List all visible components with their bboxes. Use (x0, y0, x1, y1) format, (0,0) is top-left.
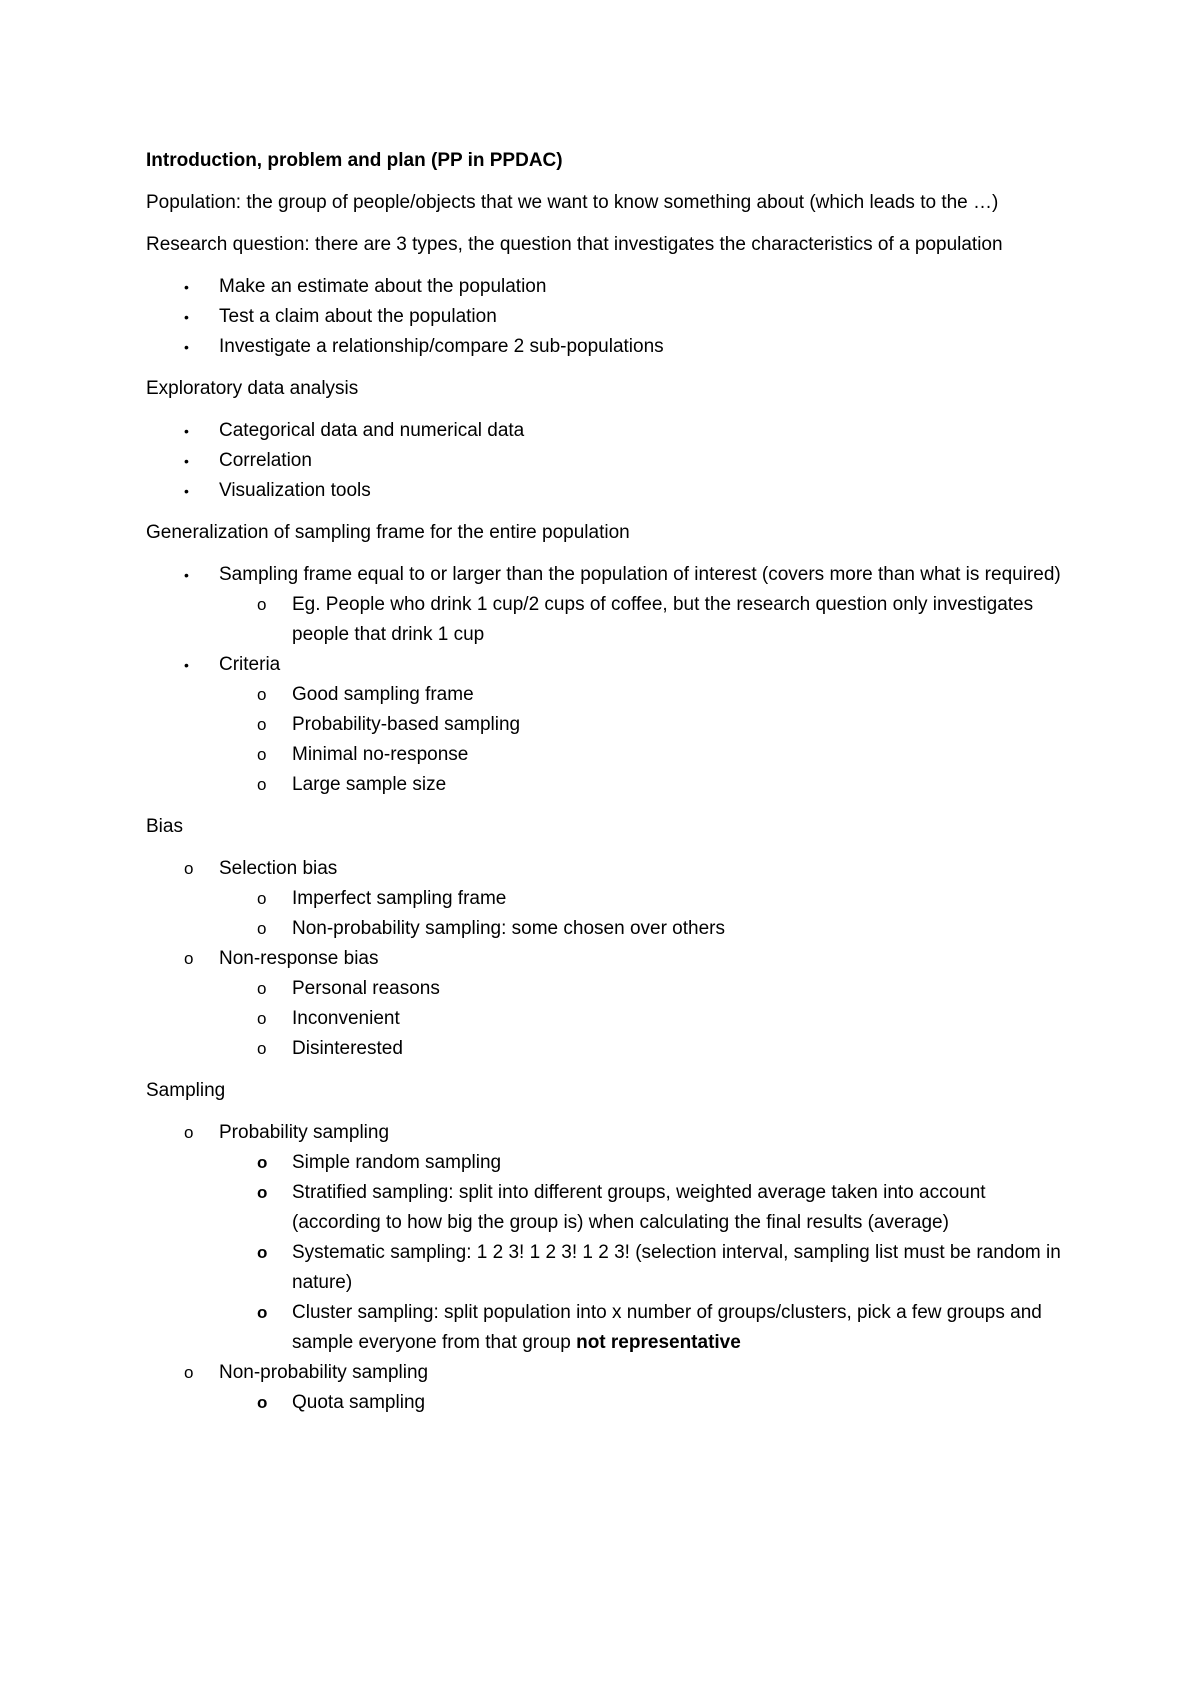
list-item-text: Test a claim about the population (219, 306, 497, 327)
circle-bullet-icon: o (184, 859, 194, 878)
list-item (146, 1358, 1066, 1388)
list-item (146, 1034, 1066, 1064)
bias-list (146, 854, 1066, 1064)
research-question-list (146, 272, 1066, 362)
list-item-text: Sampling frame equal to or larger than the population of interest (covers more than what is required) (219, 564, 1061, 585)
bullet-icon: • (184, 567, 189, 583)
list-item (146, 1148, 1066, 1178)
emphasis-text: not representative (576, 1332, 741, 1353)
list-item (146, 1178, 1066, 1238)
list-item-text: Personal reasons (292, 978, 440, 999)
list-item-text (292, 1302, 1042, 1353)
list-item (146, 710, 1066, 740)
bullet-icon: • (184, 423, 189, 439)
list-item (146, 770, 1066, 800)
population-paragraph: Population: the group of people/objects that we want to know something about (which leads to the …) (146, 192, 999, 213)
cluster-sampling-text: Cluster sampling: split population into x number of groups/clusters, pick a few groups and sample everyone from that group (292, 1302, 1042, 1353)
bullet-icon: • (184, 339, 189, 355)
list-item (146, 1118, 1066, 1148)
bullet-icon: • (184, 657, 189, 673)
list-item-text: Categorical data and numerical data (219, 420, 525, 441)
circle-bullet-icon: o (184, 949, 194, 968)
bullet-icon: • (184, 309, 189, 325)
list-item (146, 1298, 1066, 1358)
bullet-icon: • (184, 453, 189, 469)
bias-heading: Bias (146, 816, 183, 837)
list-item-text: Good sampling frame (292, 684, 474, 705)
list-item-text: Non-probability sampling (219, 1362, 429, 1383)
list-item (146, 1238, 1066, 1298)
list-item-text: Make an estimate about the population (219, 276, 547, 297)
bullet-icon: • (184, 279, 189, 295)
list-item-text: Simple random sampling (292, 1152, 502, 1173)
list-item-text: Inconvenient (292, 1008, 400, 1029)
circle-bullet-icon: o (257, 1009, 267, 1028)
circle-bullet-icon: o (257, 1183, 268, 1202)
list-item-text: Criteria (219, 654, 281, 675)
list-item (146, 974, 1066, 1004)
list-item (146, 884, 1066, 914)
list-item (146, 560, 1066, 590)
list-item-text: Systematic sampling: 1 2 3! 1 2 3! 1 2 3! (selection interval, sampling list must be random in nature) (292, 1242, 1061, 1293)
list-item (146, 1004, 1066, 1034)
list-item (146, 650, 1066, 680)
circle-bullet-icon: o (257, 715, 267, 734)
circle-bullet-icon: o (257, 1243, 268, 1262)
list-item-text: Non-probability sampling: some chosen over others (292, 918, 725, 939)
list-item (146, 446, 1066, 476)
circle-bullet-icon: o (257, 685, 267, 704)
generalization-list (146, 560, 1066, 800)
list-item-text: Non-response bias (219, 948, 379, 969)
list-item (146, 332, 1066, 362)
list-item (146, 272, 1066, 302)
list-item-text: Visualization tools (219, 480, 371, 501)
circle-bullet-icon: o (257, 595, 267, 614)
circle-bullet-icon: o (184, 1123, 194, 1142)
list-item-text: Probability-based sampling (292, 714, 521, 735)
list-item (146, 416, 1066, 446)
eda-list (146, 416, 1066, 506)
document-content (146, 146, 1066, 1430)
list-item-text: Large sample size (292, 774, 447, 795)
list-item-text: Disinterested (292, 1038, 403, 1059)
list-item (146, 302, 1066, 332)
circle-bullet-icon: o (257, 1153, 268, 1172)
list-item-text: Selection bias (219, 858, 338, 879)
circle-bullet-icon: o (257, 775, 267, 794)
list-item (146, 476, 1066, 506)
circle-bullet-icon: o (257, 1303, 268, 1322)
section-title: Introduction, problem and plan (PP in PPDAC) (146, 150, 563, 171)
list-item-text: Eg. People who drink 1 cup/2 cups of coffee, but the research question only investigates people that drink 1 cup (292, 594, 1034, 645)
bullet-icon: • (184, 483, 189, 499)
list-item (146, 1388, 1066, 1418)
list-item-text: Investigate a relationship/compare 2 sub-populations (219, 336, 664, 357)
circle-bullet-icon: o (184, 1363, 194, 1382)
list-item-text: Stratified sampling: split into different groups, weighted average taken into account (according to how big the group is) when calculating the final results (average) (292, 1182, 986, 1233)
sampling-heading: Sampling (146, 1080, 226, 1101)
list-item-text: Correlation (219, 450, 312, 471)
eda-heading: Exploratory data analysis (146, 378, 359, 399)
list-item-text: Quota sampling (292, 1392, 426, 1413)
sampling-list (146, 1118, 1066, 1418)
list-item (146, 590, 1066, 650)
list-item (146, 854, 1066, 884)
list-item-text: Minimal no-response (292, 744, 469, 765)
list-item (146, 740, 1066, 770)
circle-bullet-icon: o (257, 1039, 267, 1058)
list-item (146, 914, 1066, 944)
list-item-text: Imperfect sampling frame (292, 888, 507, 909)
list-item (146, 680, 1066, 710)
list-item (146, 944, 1066, 974)
circle-bullet-icon: o (257, 919, 267, 938)
circle-bullet-icon: o (257, 979, 267, 998)
circle-bullet-icon: o (257, 889, 267, 908)
circle-bullet-icon: o (257, 1393, 268, 1412)
research-question-paragraph: Research question: there are 3 types, the question that investigates the characteristics of a population (146, 234, 1003, 255)
generalization-heading: Generalization of sampling frame for the entire population (146, 522, 630, 543)
circle-bullet-icon: o (257, 745, 267, 764)
list-item-text: Probability sampling (219, 1122, 390, 1143)
